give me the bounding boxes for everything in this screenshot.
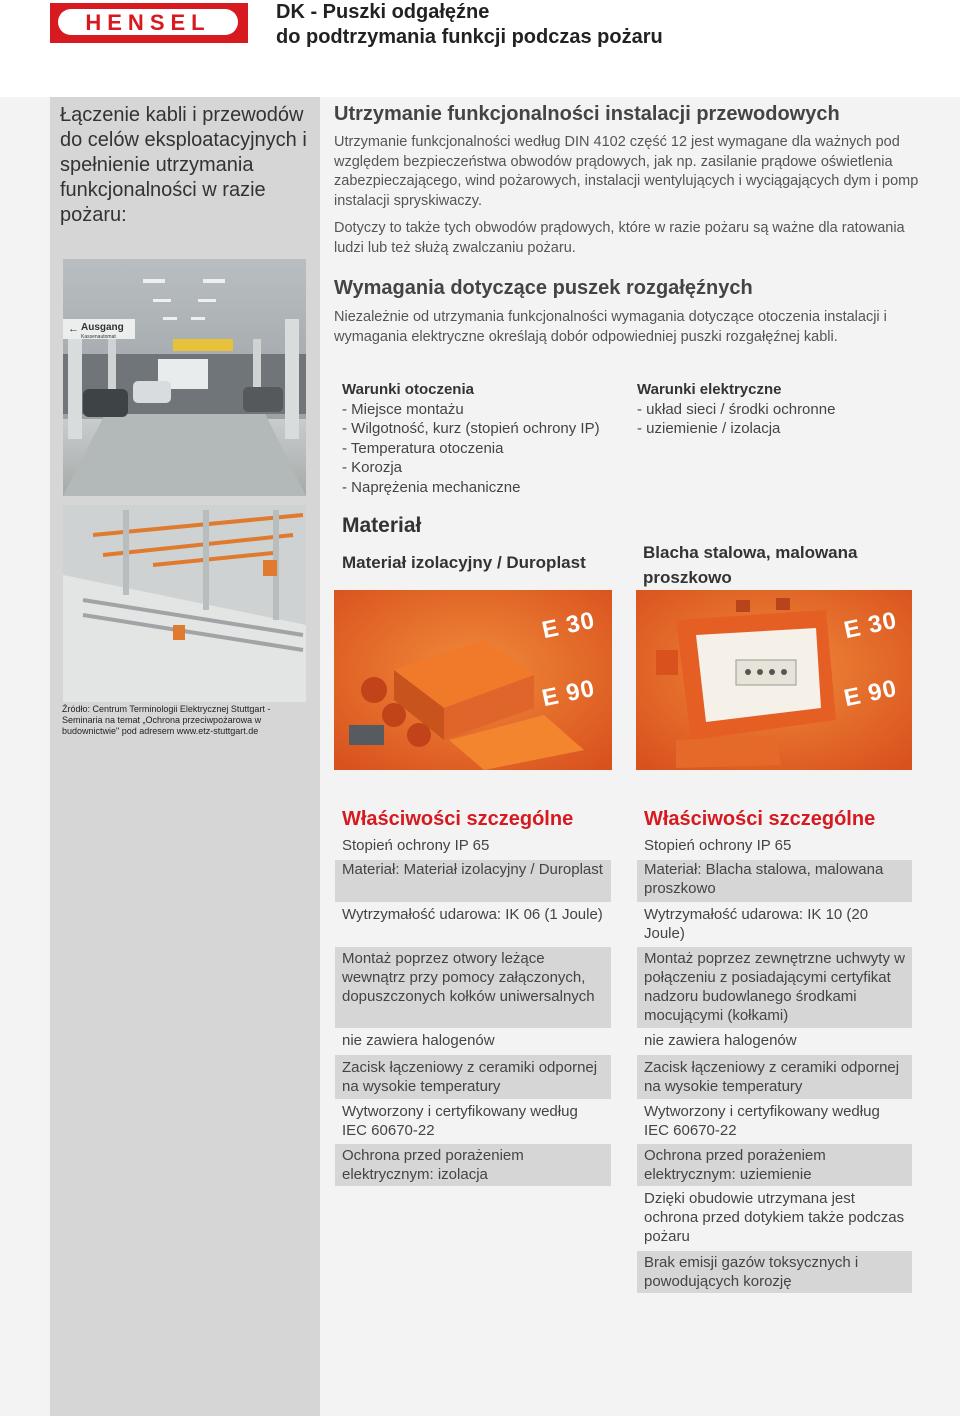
intro-heading: Łączenie kabli i przewodów do celów eksploatacyjnych i spełnienie utrzymania funkcjonalności w razie pożaru:	[60, 104, 307, 226]
badge-e90-left: E 90	[539, 674, 598, 713]
prop-left-row: Wytworzony i certyfikowany według IEC 60670-22	[342, 1103, 578, 1139]
badge-e30-right: E 30	[841, 606, 900, 645]
material-left-label: Materiał izolacyjny / Duroplast	[342, 553, 586, 572]
prop-right-row: Wytrzymałość udarowa: IK 10 (20 Joule)	[644, 906, 869, 942]
section-functionality-para2: Dotyczy to także tych obwodów prądowych, które w razie pożaru są ważne dla ratowania ludzi lub też służą zwalczaniu pożaru.	[334, 220, 905, 256]
section-requirements-para: Niezależnie od utrzymania funkcjonalności wymagania dotyczące otoczenia instalacji i wymagania elektryczne określają dobór odpowiedniej puszki rozgałęźnej kabli.	[334, 309, 887, 345]
prop-left-row: Stopień ochrony IP 65	[342, 837, 490, 854]
prop-right-row: Montaż poprzez zewnętrzne uchwyty w połączeniu z posiadającymi certyfikat nadzoru budowlanego środkami mocującymi (kołkami)	[637, 947, 912, 1028]
exit-sign-text: Ausgang	[81, 322, 124, 333]
exit-sign-subtext: Kassenautomat	[81, 334, 116, 340]
env-item: - Naprężenia mechaniczne	[342, 478, 521, 496]
prop-left-row: Wytrzymałość udarowa: IK 06 (1 Joule)	[342, 906, 603, 923]
prop-left-row: Ochrona przed porażeniem elektrycznym: izolacja	[335, 1144, 611, 1186]
elec-item: - układ sieci / środki ochronne	[637, 400, 836, 418]
prop-right-row: Materiał: Blacha stalowa, malowana proszkowo	[637, 860, 912, 902]
svg-text:←: ←	[68, 323, 79, 335]
section-requirements-title: Wymagania dotyczące puszek rozgałęźnych	[334, 277, 753, 299]
elec-item: - uziemienie / izolacja	[637, 420, 781, 437]
props-left-title: Właściwości szczególne	[342, 808, 574, 830]
section-functionality-para1: Utrzymanie funkcjonalności według DIN 4102 część 12 jest wymagane dla ważnych pod względem bezpieczeństwa obwodów prądowych, jak np. zasilanie prądowe oświetlenia zabezpieczającego, wind pożarowych, instalacji wentylujących i wyciągających dym i pomp instalacji spryskiwaczy.	[334, 134, 919, 209]
title-line-2: do podtrzymania funkcji podczas pożaru	[276, 26, 663, 48]
steel-box-photo	[636, 590, 912, 770]
env-item: - Temperatura otoczenia	[342, 439, 504, 457]
env-item: - Korozja	[342, 459, 403, 476]
electrical-conditions	[637, 380, 927, 439]
prop-left-row: Zacisk łączeniowy z ceramiki odpornej na wysokie temperatury	[335, 1055, 611, 1099]
prop-right-row: Brak emisji gazów toksycznych i powodujących korozję	[637, 1251, 912, 1293]
prop-right-row: Wytworzony i certyfikowany według IEC 60670-22	[644, 1103, 880, 1139]
title-line-1: DK - Puszki odgałęźne	[276, 1, 490, 23]
prop-left-row: nie zawiera halogenów	[342, 1032, 495, 1049]
env-item: - Miejsce montażu	[342, 400, 464, 418]
material-right-label: Blacha stalowa, malowana proszkowo	[643, 543, 858, 587]
prop-right-row: Ochrona przed porażeniem elektrycznym: uziemienie	[637, 1144, 912, 1186]
prop-right-row: Dzięki obudowie utrzymana jest ochrona przed dotykiem także podczas pożaru	[644, 1190, 905, 1245]
env-item: - Wilgotność, kurz (stopień ochrony IP)	[342, 420, 600, 437]
prop-left-row: Materiał: Materiał izolacyjny / Duroplast	[335, 860, 611, 902]
photo-source-note: Źródło: Centrum Terminologii Elektrycznej Stuttgart - Seminaria na temat „Ochrona przeciwpożarowa w budownictwie" pod adresem www.etz-stuttgart.de	[62, 704, 271, 736]
parking-garage-photo	[63, 259, 306, 496]
section-functionality	[334, 103, 934, 258]
prop-right-row: nie zawiera halogenów	[644, 1032, 797, 1049]
prop-right-row: Zacisk łączeniowy z ceramiki odpornej na wysokie temperatury	[637, 1055, 912, 1099]
document-title	[276, 0, 663, 50]
logo-text: HENSEL	[58, 9, 238, 35]
duroplast-box-photo	[334, 590, 612, 770]
material-title: Materiał	[342, 514, 422, 537]
hensel-logo	[50, 3, 248, 43]
section-requirements	[334, 277, 934, 347]
badge-e30-left: E 30	[539, 606, 598, 645]
cable-tray-photo	[63, 505, 306, 702]
environment-conditions-title: Warunki otoczenia	[342, 381, 474, 398]
props-right-title: Właściwości szczególne	[644, 808, 876, 830]
electrical-conditions-title: Warunki elektryczne	[637, 381, 782, 398]
badge-e90-right: E 90	[841, 674, 900, 713]
environment-conditions	[342, 380, 632, 497]
section-functionality-title: Utrzymanie funkcjonalności instalacji przewodowych	[334, 103, 840, 125]
prop-left-row: Montaż poprzez otwory leżące wewnątrz przy pomocy załączonych, dopuszczonych kołków uniwersalnych	[335, 947, 611, 1028]
prop-right-row: Stopień ochrony IP 65	[644, 837, 792, 854]
